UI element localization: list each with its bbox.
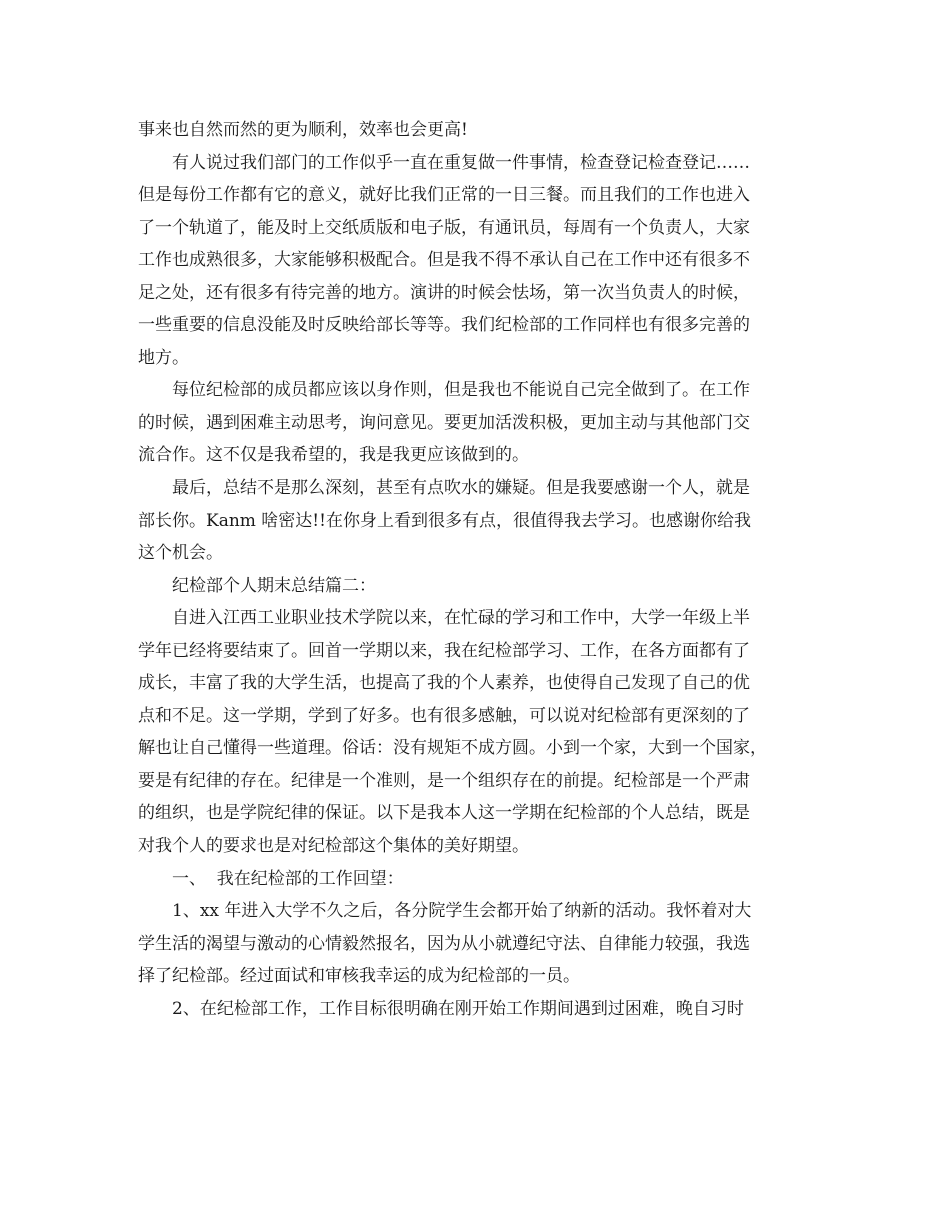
text-line: 地方。	[138, 347, 189, 368]
document-body	[138, 114, 818, 1025]
text-line: 成长，丰富了我的大学生活，也提高了我的个人素养，也使得自己发现了自己的优	[138, 673, 750, 694]
text-line: 这个机会。	[138, 543, 223, 564]
text-line: 解也让自己懂得一些道理。俗话：没有规矩不成方圆。小到一个家，大到一个国家，	[138, 738, 767, 759]
text-line: 要是有纪律的存在。纪律是一个准则，是一个组织存在的前提。纪检部是一个严肃	[138, 770, 750, 791]
text-line: 有人说过我们部门的工作似乎一直在重复做一件事情，检查登记检查登记……	[172, 152, 750, 173]
text-line: 一、 我在纪检部的工作回望：	[172, 868, 404, 889]
text-line: 事来也自然而然的更为顺利，效率也会更高!	[138, 120, 468, 140]
text-line: 学年已经将要结束了。回首一学期以来，我在纪检部学习、工作，在各方面都有了	[138, 640, 750, 661]
text-line: 了一个轨道了，能及时上交纸质版和电子版，有通讯员，每周有一个负责人，大家	[138, 217, 750, 238]
text-line: 工作也成熟很多，大家能够积极配合。但是我不得不承认自己在工作中还有很多不	[138, 250, 750, 271]
text-line: 纪检部个人期末总结篇二：	[172, 575, 376, 596]
text-line: 流合作。这不仅是我希望的，我是我更应该做到的。	[138, 445, 529, 466]
text-line: 的时候，遇到困难主动思考，询问意见。要更加活泼积极，更加主动与其他部门交	[138, 412, 750, 433]
text-line: 足之处，还有很多有待完善的地方。演讲的时候会怯场，第一次当负责人的时候，	[138, 282, 750, 303]
text-line: 的组织，也是学院纪律的保证。以下是我本人这一学期在纪检部的个人总结，既是	[138, 803, 750, 824]
text-line: 每位纪检部的成员都应该以身作则，但是我也不能说自己完全做到了。在工作	[172, 380, 750, 401]
text-line: 自进入江西工业职业技术学院以来，在忙碌的学习和工作中，大学一年级上半	[172, 608, 750, 629]
text-line: 最后，总结不是那么深刻，甚至有点吹水的嫌疑。但是我要感谢一个人，就是	[172, 478, 750, 499]
text-line: 一些重要的信息没能及时反映给部长等等。我们纪检部的工作同样也有很多完善的	[138, 315, 750, 336]
text-line: 点和不足。这一学期，学到了好多。也有很多感触，可以说对纪检部有更深刻的了	[138, 705, 750, 726]
text-line: 但是每份工作都有它的意义，就好比我们正常的一日三餐。而且我们的工作也进入	[138, 185, 750, 206]
text-line: 对我个人的要求也是对纪检部这个集体的美好期望。	[138, 836, 529, 857]
text-line: 部长你。Kanm 啥密达!!在你身上看到很多有点，很值得我去学习。也感谢你给我	[138, 510, 751, 531]
text-line: 1、xx 年进入大学不久之后，各分院学生会都开始了纳新的活动。我怀着对大	[172, 901, 752, 922]
text-line: 学生活的渴望与激动的心情毅然报名，因为从小就遵纪守法、自律能力较强，我选	[138, 933, 750, 954]
text-line: 择了纪检部。经过面试和审核我幸运的成为纪检部的一员。	[138, 966, 580, 987]
text-line: 2、在纪检部工作，工作目标很明确在刚开始工作期间遇到过困难，晚自习时	[172, 998, 744, 1019]
